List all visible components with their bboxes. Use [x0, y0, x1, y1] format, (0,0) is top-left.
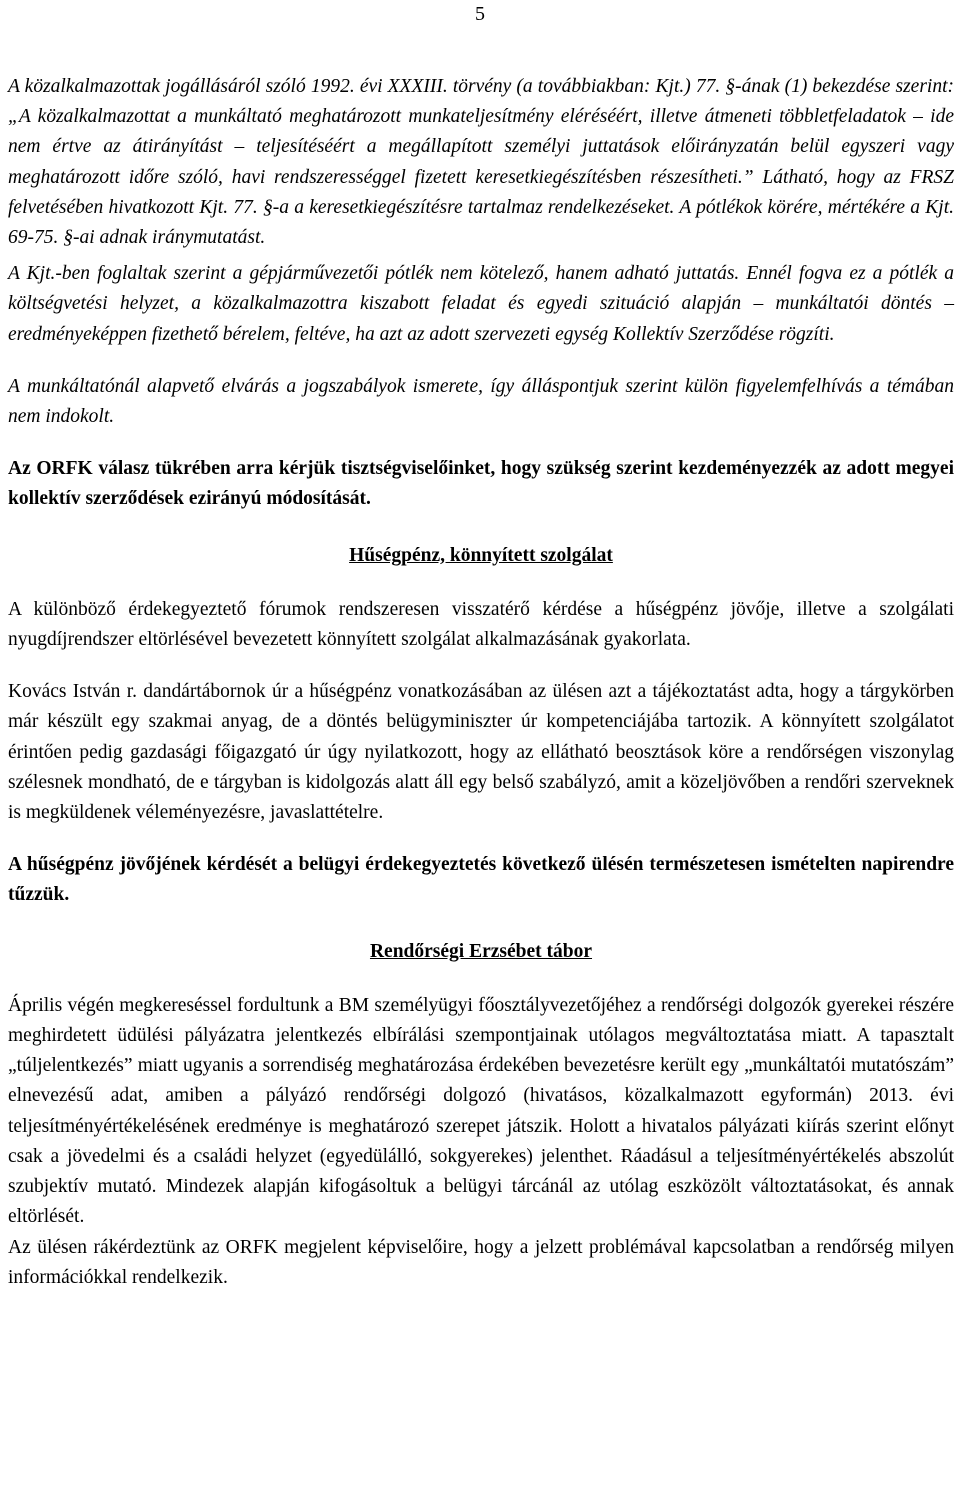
- paragraph-employer-expectation: A munkáltatónál alapvető elvárás a jogszabályok ismerete, így álláspontjuk szerint külön figyelemfelhívás a témában nem indokolt.: [8, 375, 954, 428]
- paragraph-kjt-quote: A közalkalmazottak jogállásáról szóló 1992. évi XXXIII. törvény (a továbbiakban: Kjt.) 77. §-ának (1) bekezdése szerint: „A közalkalmazottat a munkáltató meghatározott munkateljesítmény eléréséért, illetve átmeneti többletfeladatok – ide nem értve az átirányítást – teljesítéséért a megállapított személyi juttatások előirányzatán belül egyszeri vagy meghatározott időre szóló, havi rendszerességgel fizetett keresetkiegészítésben részesítheti.” Látható, hogy az FRSZ felvetésében hivatkozott Kjt. 77. §-a a keresetkiegészítésre tartalmaz rendelkezéseket. A pótlékok körére, mértékére a Kjt. 69-75. §-ai adnak iránymutatást.: [8, 76, 954, 249]
- paragraph-loyalty-intro: A különböző érdekegyeztető fórumok rendszeresen visszatérő kérdése a hűségpénz jövője, illetve a szolgálati nyugdíjrendszer eltörlésével bevezetett könnyített szolgálat alkalmazásának gyakorlata.: [8, 598, 954, 651]
- paragraph-camp-complaint: Április végén megkereséssel fordultunk a BM személyügyi főosztályvezetőjéhez a rendőrségi dolgozók gyerekei részére meghirdetett üdülési pályázatra jelentkezés elbírálási szempontjainak utólagos megváltoztatása miatt. A tapasztalt „túljelentkezés” miatt ugyanis a sorrendiség meghatározása érdekében bevezetésre került egy „munkáltatói mutatószám” elnevezésű adat, amiben a pályázó rendőrségi dolgozó (hivatásos, közalkalmazott egyformán) 2013. évi teljesítményértékelésének eredménye is meghatározó szerepet játszik. Holott a hivatalos pályázati kiírás szerint előnyt csak a jövedelmi és a családi helyzet (egyedülálló, sokgyerekes) jelenthet. Ráadásul a teljesítményértékelés abszolút szubjektív mutató. Mindezek alapján kifogásoltuk a belügyi tárcánál az utólag eszközölt változtatásokat, és annak eltörlését.: [8, 994, 954, 1228]
- section-heading-loyalty-pay: Hűségpénz, könnyített szolgálat: [349, 544, 613, 566]
- document-body: [8, 72, 954, 1293]
- paragraph-driver-allowance: A Kjt.-ben foglaltak szerint a gépjárművezetői pótlék nem kötelező, hanem adható juttatás. Ennél fogva ez a pótlék a költségvetési helyzet, a közalkalmazottra kiszabott feladat és egyedi szituáció alapján – munkáltatói döntés – eredményeképpen fizethető bérelem, feltéve, ha azt az adott szervezeti egység Kollektív Szerződése rögzíti.: [8, 263, 954, 345]
- paragraph-orfk-question: Az ülésen rákérdeztünk az ORFK megjelent képviselőire, hogy a jelzett problémával kapcsolatban a rendőrség milyen információkkal rendelkezik.: [8, 1236, 954, 1288]
- paragraph-agenda-statement: A hűségpénz jövőjének kérdését a belügyi érdekegyeztetés következő ülésén természetesen ismételten napirendre tűzzük.: [8, 854, 954, 906]
- section-heading-erzsebet-camp: Rendőrségi Erzsébet tábor: [369, 940, 593, 962]
- paragraph-orfk-request: Az ORFK válasz tükrében arra kérjük tisztségviselőinket, hogy szükség szerint kezdeményezzék az adott megyei kollektív szerződések ezirányú módosítását.: [8, 458, 954, 510]
- paragraph-kovacs-report: Kovács István r. dandártábornok úr a hűségpénz vonatkozásában az ülésen azt a tájékoztatást adta, hogy a tárgykörben már készült egy szakmai anyag, de a döntés belügyminiszter úr kompetenciájába tartozik. A könnyített szolgálatot érintően pedig gazdasági főigazgató úr úgy nyilatkozott, hogy az ellátható beosztások köre a rendőrségen viszonylag szélesnek mondható, de e tárgyban is kidolgozás alatt áll egy belső szabályzó, amit a közeljövőben a rendőri szerveknek is megküldenek véleményezésre, javaslattételre.: [8, 681, 954, 824]
- page-number: 5: [475, 3, 485, 25]
